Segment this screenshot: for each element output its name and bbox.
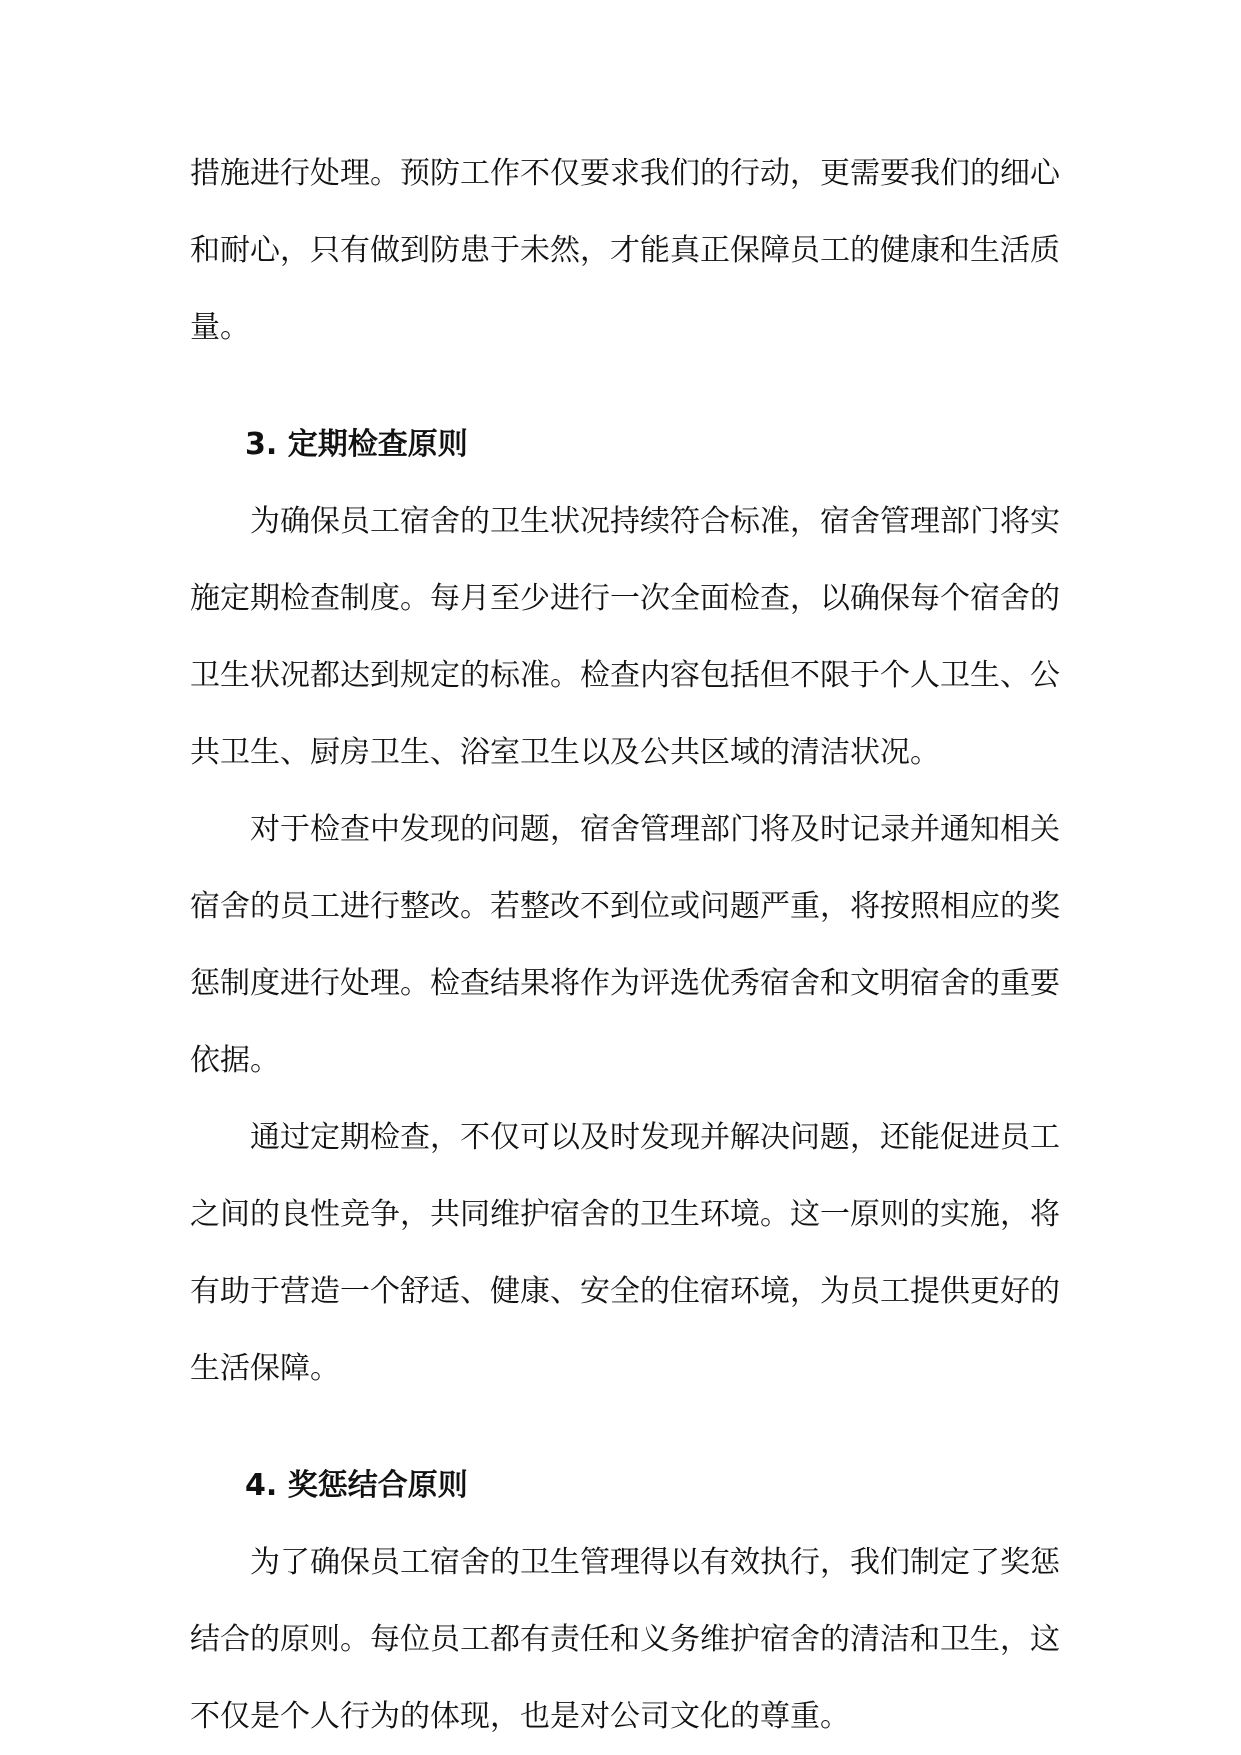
section-3-heading: 3. 定期检查原则 xyxy=(245,427,468,462)
section-3-paragraph-2: 对于检查中发现的问题，宿舍管理部门将及时记录并通知相关宿舍的员工进行整改。若整改不到位或问题严重，将按照相应的奖惩制度进行处理。检查结果将作为评选优秀宿舍和文明宿舍的重要依据。 xyxy=(190,812,1060,1078)
document-body xyxy=(190,135,1060,1755)
section-4-heading: 4. 奖惩结合原则 xyxy=(245,1468,468,1503)
intro-paragraph: 措施进行处理。预防工作不仅要求我们的行动，更需要我们的细心和耐心，只有做到防患于未然，才能真正保障员工的健康和生活质量。 xyxy=(190,156,1060,345)
section-gap xyxy=(190,1407,1060,1447)
section-3-paragraph-3: 通过定期检查，不仅可以及时发现并解决问题，还能促进员工之间的良性竞争，共同维护宿舍的卫生环境。这一原则的实施，将有助于营造一个舒适、健康、安全的住宿环境，为员工提供更好的生活保障。 xyxy=(190,1120,1060,1386)
section-3-paragraph-1: 为确保员工宿舍的卫生状况持续符合标准，宿舍管理部门将实施定期检查制度。每月至少进行一次全面检查，以确保每个宿舍的卫生状况都达到规定的标准。检查内容包括但不限于个人卫生、公共卫生、厨房卫生、浴室卫生以及公共区域的清洁状况。 xyxy=(190,504,1060,770)
section-gap xyxy=(190,366,1060,406)
section-4-paragraph-1: 为了确保员工宿舍的卫生管理得以有效执行，我们制定了奖惩结合的原则。每位员工都有责任和义务维护宿舍的清洁和卫生，这不仅是个人行为的体现，也是对公司文化的尊重。 xyxy=(190,1545,1060,1734)
